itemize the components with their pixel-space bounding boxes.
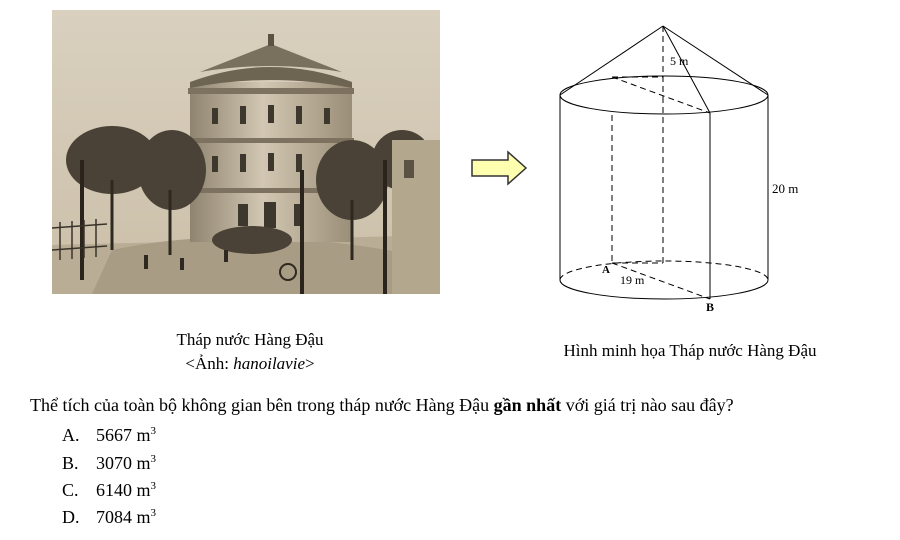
top-ellipse-front: [560, 95, 768, 114]
bottom-ellipse-back: [560, 261, 768, 280]
option-b[interactable]: B. 3070 $m^3$: [62, 453, 157, 473]
cone-height-label: 5 m: [670, 54, 689, 68]
photo-caption-title: Tháp nước Hàng Đậu: [176, 330, 324, 349]
photo-caption: [150, 328, 350, 376]
point-b-label: B: [706, 300, 715, 314]
top-ellipse-back: [560, 76, 768, 95]
cylinder-height-label: 20 m: [772, 181, 799, 196]
bottom-ellipse-front: [560, 280, 768, 299]
question-text: Thể tích của toàn bộ không gian bên trong tháp nước Hàng Đậu gần nhất với giá trị nào sau đây?: [30, 395, 734, 415]
water-tower-photo: [52, 10, 440, 294]
option-a[interactable]: A. 5667 $m^3$: [62, 425, 157, 445]
diameter-label: 19 m: [620, 273, 645, 287]
point-a-label: A: [602, 264, 610, 276]
right-arrow-icon: [470, 150, 530, 186]
top-radius-line: [612, 77, 710, 113]
diagram-caption: Hình minh họa Tháp nước Hàng Đậu: [563, 341, 817, 360]
tower-diagram: [550, 15, 815, 315]
option-d[interactable]: D. 7084 $m^3$: [62, 507, 157, 527]
option-c[interactable]: C. 6140 $m^3$: [62, 480, 157, 500]
cone-slant-line: [663, 26, 710, 113]
photo-credit: <Ảnh: hanoilavie>: [185, 354, 315, 373]
